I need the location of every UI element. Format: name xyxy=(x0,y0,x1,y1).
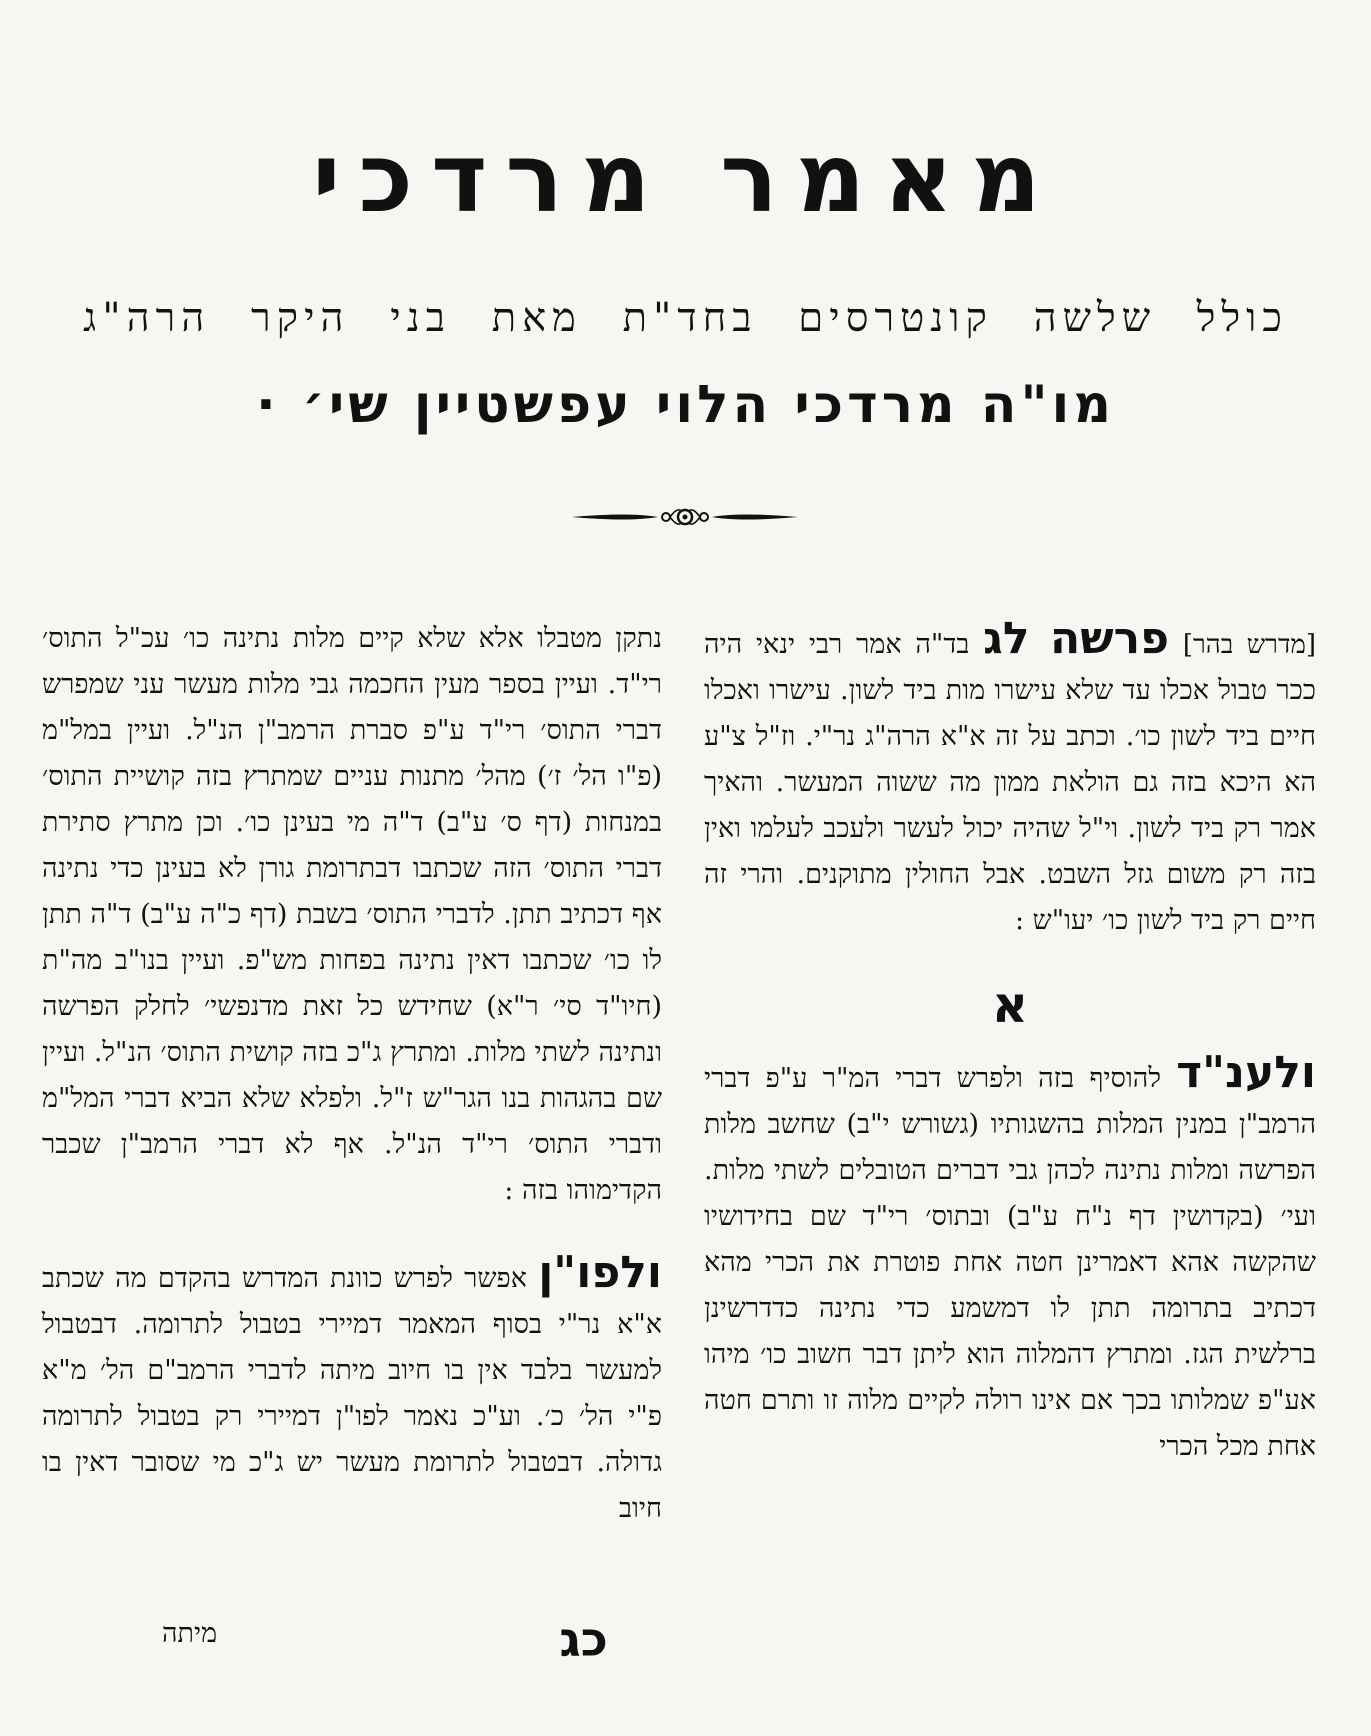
intro-text: בד"ה אמר רבי ינאי היה ככר טבול אכלו עד שלא עישרו מות ביד לשון. עישרו ואכלו חיים ביד לשון כו׳. וכתב על זה א"א הרה"ג נר"י. וז"ל צ"ע הא היכא בזה גם הולאת ממון מה ששוה המעשר. והאיך אמר רק ביד לשון. וי"ל שהיה יכול לעשר ולעכב לעלמו ואין בזה רק משום גזל השבט. אבל החולין מתוקנים. והרי זה חיים רק ביד לשון כו׳ יעו"ש : xyxy=(704,629,1316,936)
section-text: להוסיף בזה ולפרש דברי המ"ר ע"פ דברי הרמב"ן במנין המלות בהשגותיו (גשורש י"ב) שחשב מלות הפרשה ומלות נתינה לכהן גבי דברים הטובלים לשתי מלות. ועי׳ (בקדושין דף נ"ח ע"ב) ובתוס׳ רי"ד שם בחידושיו שהקשה אהא דאמרינן חטה אחת פוטרת את הכרי מהא דכתיב בתרומה תתן לו דמשמע כדי נתינה כדדרשינן ברלשית הגז. ומתרץ דהמלוה הוא ליתן דבר חשוב כו׳ מיהו אע"פ שמלותו בכך אם אינו רולה לקיים מלוה זו ותרם חטה אחת מכל הכרי xyxy=(704,1063,1316,1462)
left-paragraph-1: נתקן מטבלו אלא שלא קיים מלות נתינה כו׳ עכ"ל התוס׳ רי"ד. ועיין בספר מעין החכמה גבי מלות מעשר עני שמפרש דברי התוס׳ רי"ד ע"פ סברת הרמב"ן הנ"ל. ועיין במל"מ (פ"ו הל׳ ז׳) מהל׳ מתנות עניים שמתרץ בזה קושיית התוס׳ במנחות (דף ס׳ ע"ב) ד"ה מי בעינן כו׳. וכן מתרץ סתירת דברי התוס׳ הזה שכתבו דבתרומת גורן לא בעינן כדי נתינה אף דכתיב תתן. לדברי התוס׳ בשבת (דף כ"ה ע"ב) ד"ה תתן לו כו׳ שכתבו דאין נתינה בפחות מש"פ. ועיין בנו"ב מה"ת (חיו"ד סי׳ ר"א) שחידש כל זאת מדנפשי׳ לחלק הפרשה ונתינה לשתי מלות. ומתרץ ג"כ בזה קושית התוס׳ הנ"ל. ועיין שם בהגהות בנו הגר"ש ז"ל. ולפלא שלא הביא דברי המל"מ ודברי התוס׳ רי"ד הנ"ל. אף לא דברי הרמב"ן שכבר הקדימוהו בזה : xyxy=(42,623,662,1206)
ornament-divider-icon xyxy=(570,500,800,534)
catchword: מיתה xyxy=(162,1618,218,1649)
bracket-note: [מדרש בהר] xyxy=(1182,630,1317,660)
signature-mark: כג xyxy=(559,1612,608,1668)
page-title: מאמר מרדכי xyxy=(312,122,1059,234)
left-section-text: אפשר לפרש כוונת המדרש בהקדם מה שכתב א"א נר"י בסוף המאמר דמיירי בטבול לתרומה. דבטבול למעשר בלבד אין בו חיוב מיתה לדברי הרמב"ם הל׳ מ"א פ"י הל׳ כ׳. וע"כ נאמר לפו"ן דמיירי רק בטבול לתרומה גדולה. דבטבול לתרומת מעשר יש ג"כ מי שסובר דאין בו חיוב xyxy=(42,1263,662,1524)
left-column xyxy=(42,616,662,1532)
right-section-paragraph xyxy=(704,1047,1316,1470)
right-column xyxy=(704,613,1317,1470)
subtitle: כולל שלשה קונטרסים בחד"ת מאת בני היקר הרה"ג xyxy=(83,295,1288,341)
paragraph-gap xyxy=(42,1214,662,1250)
right-intro-paragraph xyxy=(704,613,1317,944)
left-section-head: ולפו"ן xyxy=(538,1247,662,1298)
author-line: מו"ה מרדכי הלוי עפשטיין שי׳ · xyxy=(255,375,1116,435)
page-footer xyxy=(42,1612,662,1672)
section-head: ולענ"ד xyxy=(1176,1047,1316,1098)
left-paragraph-2 xyxy=(42,1247,662,1532)
section-letter: א xyxy=(991,976,1029,1034)
parsha-heading: פרשה לג xyxy=(983,613,1170,664)
